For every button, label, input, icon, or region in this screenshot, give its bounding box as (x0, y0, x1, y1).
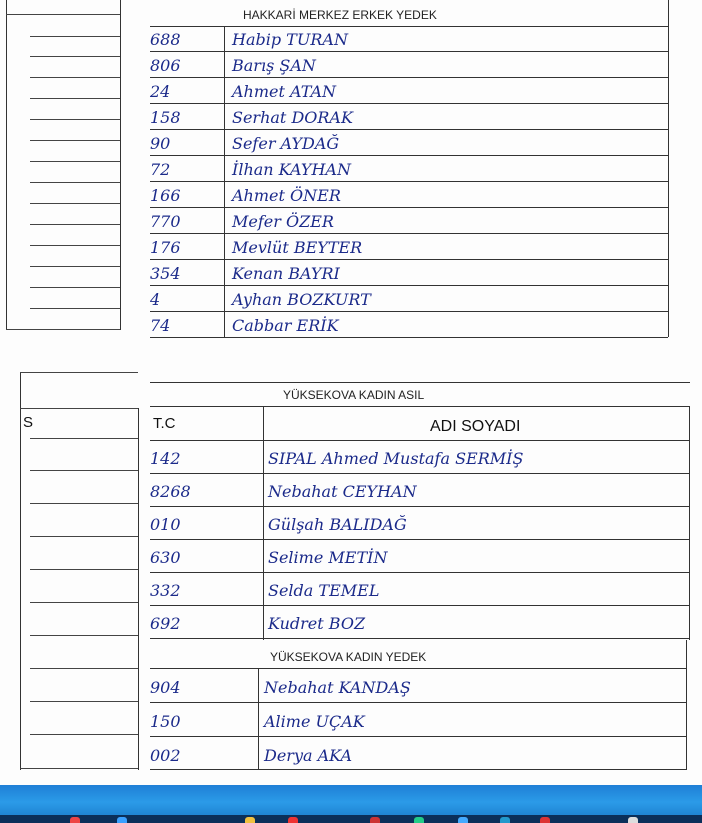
left-strip-line (30, 536, 138, 537)
table-border (150, 26, 668, 27)
left-strip-line (6, 329, 120, 330)
left-strip-line (30, 36, 120, 37)
table-border (150, 406, 690, 407)
tc-cell: 24 (150, 82, 171, 101)
left-strip-line (30, 224, 120, 225)
tc-cell: 904 (150, 678, 181, 697)
row-line (150, 259, 668, 260)
left-strip-line (30, 119, 120, 120)
app-icon[interactable] (245, 817, 255, 823)
section-title: YÜKSEKOVA KADIN YEDEK (270, 650, 427, 664)
tc-cell: 158 (150, 108, 181, 127)
name-cell: Mefer ÖZER (232, 212, 334, 231)
left-strip-line (30, 245, 120, 246)
row-line (150, 51, 668, 52)
left-strip-line (30, 734, 138, 735)
name-cell: Kenan BAYRI (232, 264, 340, 283)
table-border (686, 640, 687, 770)
row-line (150, 103, 668, 104)
name-cell: Nebahat CEYHAN (268, 482, 417, 501)
left-strip-line (30, 470, 138, 471)
row-line (150, 285, 668, 286)
name-cell: Gülşah BALIDAĞ (268, 515, 407, 534)
section-title: YÜKSEKOVA KADIN ASIL (283, 388, 425, 402)
left-strip-line (30, 161, 120, 162)
name-cell: Ahmet ATAN (232, 82, 337, 101)
tc-cell: 142 (150, 449, 181, 468)
row-line (150, 440, 690, 441)
app-icon[interactable] (458, 817, 468, 823)
name-cell: Mevlüt BEYTER (232, 238, 363, 257)
app-icon[interactable] (414, 817, 424, 823)
table-border (668, 0, 669, 337)
app-icon[interactable] (370, 817, 380, 823)
name-cell: Ayhan BOZKURT (232, 290, 371, 309)
tc-cell: 90 (150, 134, 171, 153)
name-cell: Selda TEMEL (268, 581, 380, 600)
left-strip-line (20, 408, 138, 409)
tc-cell: 4 (150, 290, 161, 309)
left-strip-line (30, 503, 138, 504)
left-strip-border (20, 372, 21, 770)
name-cell: Selime METİN (268, 548, 388, 567)
tc-cell: 176 (150, 238, 181, 257)
left-strip-line (30, 266, 120, 267)
name-cell: Sefer AYDAĞ (232, 134, 340, 153)
app-icon[interactable] (288, 817, 298, 823)
name-cell: Barış ŞAN (232, 56, 316, 75)
column-header-tc: T.C (153, 415, 176, 432)
tc-cell: 002 (150, 746, 181, 765)
row-line (150, 605, 690, 606)
row-line (150, 736, 687, 737)
left-strip-line (30, 438, 138, 439)
row-line (150, 77, 668, 78)
row-line (150, 539, 690, 540)
left-strip-line (30, 56, 120, 57)
left-strip-line (30, 140, 120, 141)
app-icon[interactable] (500, 817, 510, 823)
row-line (150, 638, 690, 639)
tc-cell: 688 (150, 30, 181, 49)
app-icon[interactable] (540, 817, 550, 823)
name-cell: Kudret BOZ (268, 614, 366, 633)
tc-cell: 630 (150, 548, 181, 567)
name-cell: Derya AKA (264, 746, 353, 765)
name-cell: SIPAL Ahmed Mustafa SERMİŞ (268, 449, 524, 468)
left-strip-line (20, 372, 138, 373)
row-line (150, 702, 687, 703)
row-line (150, 668, 687, 669)
name-cell: Habip TURAN (232, 30, 348, 49)
tc-cell: 010 (150, 515, 181, 534)
row-line (150, 506, 690, 507)
tc-cell: 692 (150, 614, 181, 633)
tc-cell: 166 (150, 186, 181, 205)
left-strip-border (120, 0, 121, 330)
left-strip-line (6, 14, 120, 15)
tc-cell: 74 (150, 316, 171, 335)
taskbar-icon-row (0, 815, 702, 823)
name-cell: Alime UÇAK (264, 712, 365, 731)
row-line (150, 155, 668, 156)
left-strip-line (30, 203, 120, 204)
row-line (150, 207, 668, 208)
name-cell: Serhat DORAK (232, 108, 353, 127)
tc-cell: 354 (150, 264, 181, 283)
left-strip-line (30, 569, 138, 570)
left-strip-border (6, 0, 7, 330)
app-icon[interactable] (117, 817, 127, 823)
name-cell: Nebahat KANDAŞ (264, 678, 411, 697)
tc-cell: 8268 (150, 482, 191, 501)
table-border (150, 382, 690, 383)
left-strip-line (30, 308, 120, 309)
app-icon[interactable] (628, 817, 638, 823)
tc-cell: 332 (150, 581, 181, 600)
tc-cell: 806 (150, 56, 181, 75)
left-strip-line (30, 602, 138, 603)
left-strip-line (30, 287, 120, 288)
left-strip-line (30, 701, 138, 702)
column-divider (258, 668, 259, 770)
tc-cell: 72 (150, 160, 171, 179)
tc-cell: 770 (150, 212, 181, 231)
left-strip-line (30, 98, 120, 99)
row-line (150, 311, 668, 312)
name-cell: Ahmet ÖNER (232, 186, 341, 205)
row-line (150, 233, 668, 234)
app-icon[interactable] (70, 817, 80, 823)
column-header-left: S (23, 414, 34, 431)
left-strip-line (30, 77, 120, 78)
tc-cell: 150 (150, 712, 181, 731)
left-strip-line (30, 635, 138, 636)
left-strip-line (20, 768, 138, 769)
left-strip-line (30, 668, 138, 669)
row-line (150, 129, 668, 130)
name-cell: İlhan KAYHAN (232, 160, 351, 179)
row-line (150, 337, 668, 338)
left-strip-border (138, 408, 139, 770)
left-strip-line (30, 182, 120, 183)
row-line (150, 769, 687, 770)
column-header-name: ADI SOYADI (430, 418, 521, 435)
name-cell: Cabbar ERİK (232, 316, 339, 335)
row-line (150, 572, 690, 573)
row-line (150, 181, 668, 182)
row-line (150, 473, 690, 474)
section-title: HAKKARİ MERKEZ ERKEK YEDEK (243, 8, 437, 22)
